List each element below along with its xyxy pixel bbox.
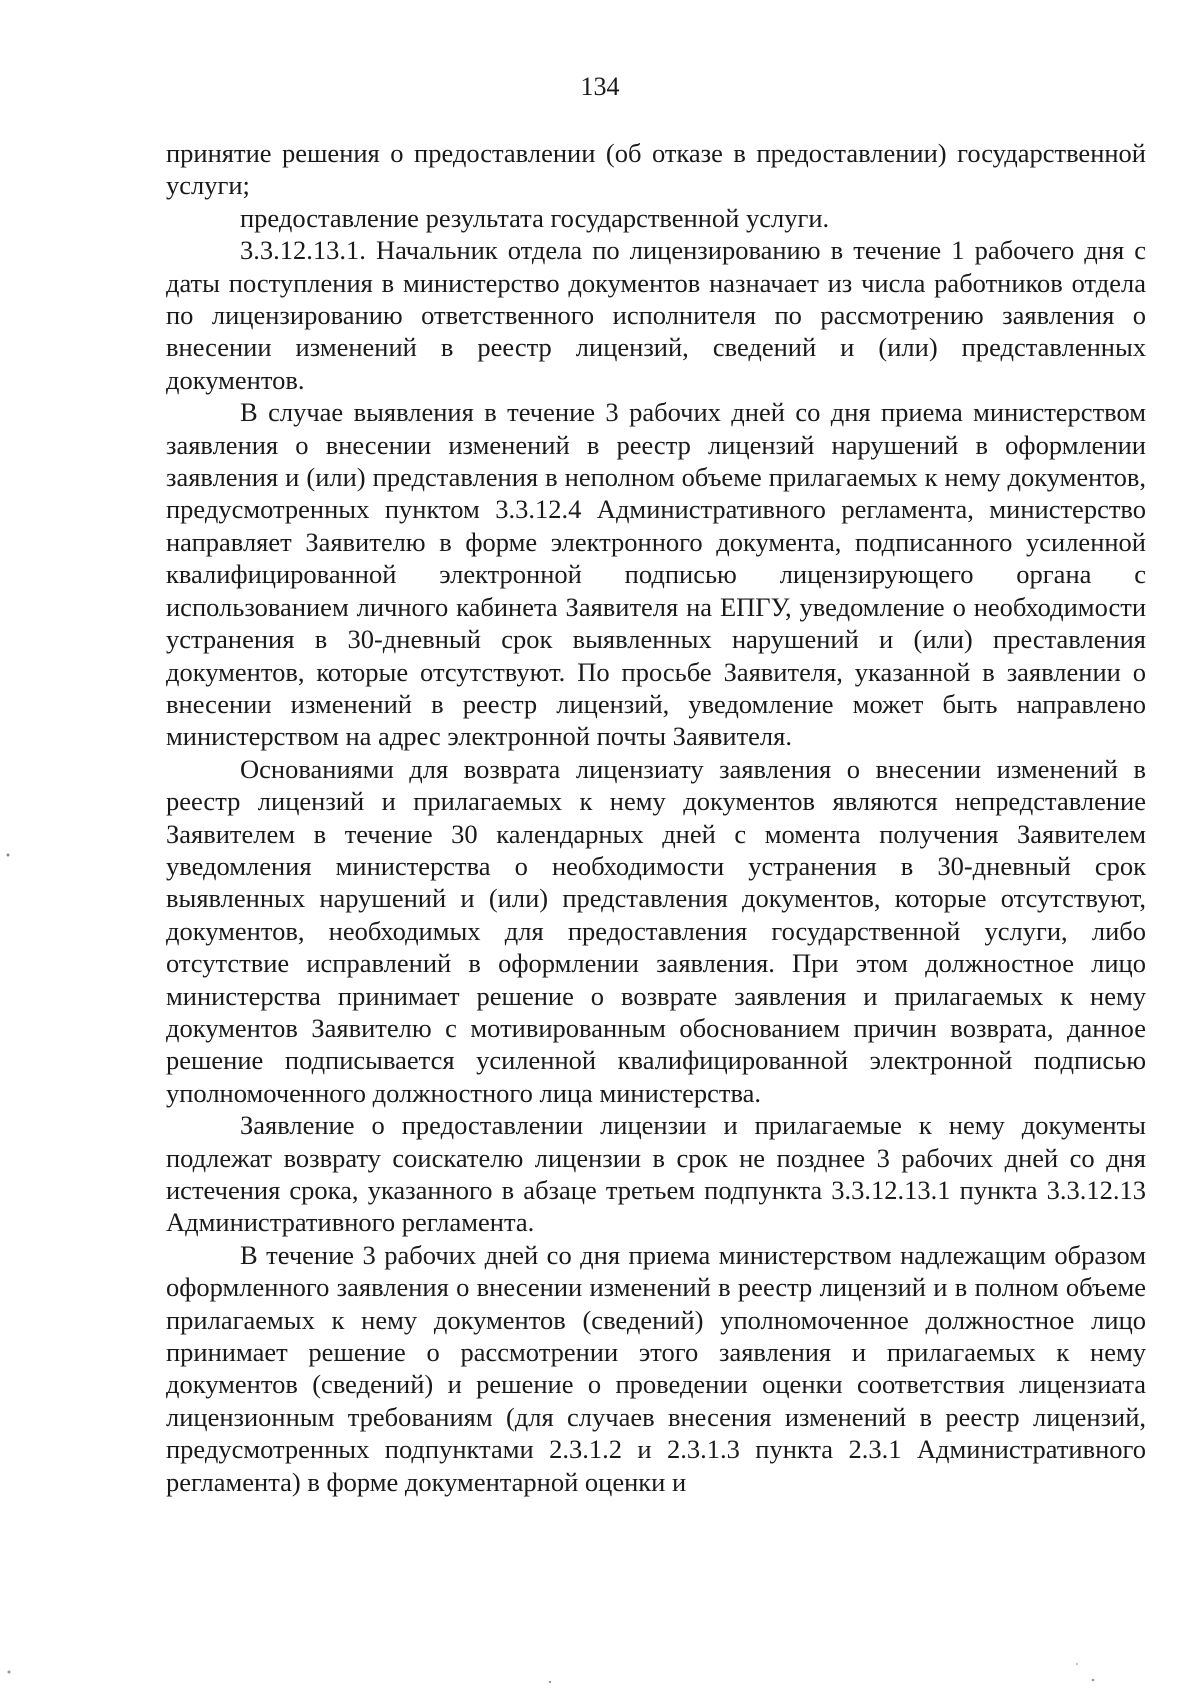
paragraph-return-grounds: Основаниями для возврата лицензиату заявления о внесении изменений в реестр лицензий и прилагаемых к нему документов являются непредставление Заявителем в течение 30 календарных дней с момента получения Заявителем уведомления министерства о необходимости устранения в 30-дневный срок выявленных нарушений и (или) представления документов, которые отсутствуют, документов, необходимых для предоставления государственной услуги, либо отсутствие исправлений в оформлении заявления. При этом должностное лицо министерства принимает решение о возврате заявления и прилагаемых к нему документов Заявителю с мотивированным обоснованием причин возврата, данное решение подписывается усиленной квалифицированной электронной подписью уполномоченного должностного лица министерства.	[166, 753, 1146, 1108]
paragraph-acceptance-decision: В течение 3 рабочих дней со дня приема министерством надлежащим образом оформленного заявления о внесении изменений в реестр лицензий и в полном объеме прилагаемых к нему документов (сведений) уполномоченное должностное лицо принимает решение о рассмотрении этого заявления и прилагаемых к нему документов (сведений) и решение о проведении оценки соответствия лицензиата лицензионным требованиям (для случаев внесения изменений в реестр лицензий, предусмотренных подпунктами 2.3.1.2 и 2.3.1.3 пункта 2.3.1 Административного регламента) в форме документарной оценки и	[166, 1239, 1146, 1497]
page-number: 134	[580, 72, 620, 101]
paragraph-return-deadline: Заявление о предоставлении лицензии и прилагаемые к нему документы подлежат возврату соискателю лицензии в срок не позднее 3 рабочих дней со дня истечения срока, указанного в абзаце третьем подпункта 3.3.12.13.1 пункта 3.3.12.13 Административного регламента.	[166, 1110, 1146, 1238]
paragraph-violations-notice: В случае выявления в течение 3 рабочих дней со дня приема министерством заявления о внесении изменений в реестр лицензий нарушений в оформлении заявления и (или) представления в неполном объеме прилагаемых к нему документов, предусмотренных пунктом 3.3.12.4 Административного регламента, министерство направляет Заявителю в форме электронного документа, подписанного усиленной квалифицированной электронной подписью лицензирующего органа с использованием личного кабинета Заявителя на ЕПГУ, уведомление о необходимости устранения в 30-дневный срок выявленных нарушений и (или) преставления документов, которые отсутствуют. По просьбе Заявителя, указанной в заявлении о внесении изменений в реестр лицензий, уведомление может быть направлено министерством на адрес электронной почты Заявителя.	[166, 397, 1146, 752]
paragraph-decision-continuation: принятие решения о предоставлении (об отказе в предоставлении) государственной услуги;	[166, 138, 1146, 201]
paragraph-result-provision: предоставление результата государственной услуги.	[240, 202, 830, 233]
document-body	[166, 137, 1146, 1498]
paragraph-3-3-12-13-1: 3.3.12.13.1. Начальник отдела по лицензированию в течение 1 рабочего дня с даты поступления в министерство документов назначает из числа работников отдела по лицензированию ответственного исполнителя по рассмотрению заявления о внесении изменений в реестр лицензий, сведений и (или) представленных документов.	[166, 235, 1146, 395]
